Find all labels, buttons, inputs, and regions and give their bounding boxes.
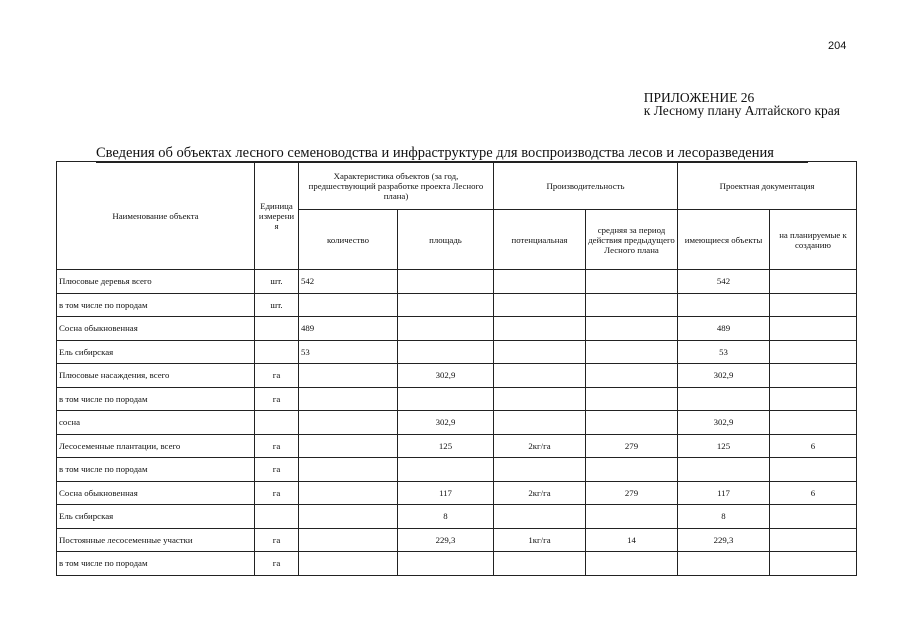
header-existing: имеющиеся объекты bbox=[678, 210, 770, 270]
cell-planned bbox=[770, 270, 857, 294]
header-characteristics: Характеристика объектов (за год, предшествующий разработке проекта Лесного плана) bbox=[299, 162, 494, 210]
cell-potential bbox=[494, 340, 586, 364]
cell-planned bbox=[770, 364, 857, 388]
cell-existing bbox=[678, 552, 770, 576]
cell-name: Лесосеменные плантации, всего bbox=[57, 434, 255, 458]
cell-average bbox=[586, 505, 678, 529]
cell-existing: 302,9 bbox=[678, 364, 770, 388]
cell-planned bbox=[770, 552, 857, 576]
cell-existing: 489 bbox=[678, 317, 770, 341]
cell-average: 14 bbox=[586, 528, 678, 552]
cell-planned bbox=[770, 293, 857, 317]
table-row bbox=[57, 364, 857, 388]
header-unit: Единица измерени я bbox=[255, 162, 299, 270]
cell-count bbox=[299, 364, 398, 388]
table-row bbox=[57, 411, 857, 435]
cell-count: 489 bbox=[299, 317, 398, 341]
cell-average bbox=[586, 293, 678, 317]
cell-potential bbox=[494, 458, 586, 482]
appendix-line-1: ПРИЛОЖЕНИЕ 26 bbox=[643, 90, 755, 105]
cell-existing: 117 bbox=[678, 481, 770, 505]
cell-existing bbox=[678, 387, 770, 411]
cell-average bbox=[586, 317, 678, 341]
appendix-heading bbox=[644, 91, 840, 117]
table-row bbox=[57, 434, 857, 458]
header-name: Наименование объекта bbox=[57, 162, 255, 270]
cell-area: 302,9 bbox=[398, 364, 494, 388]
cell-name: в том числе по породам bbox=[57, 552, 255, 576]
cell-name: Плюсовые насаждения, всего bbox=[57, 364, 255, 388]
cell-count bbox=[299, 411, 398, 435]
cell-name: в том числе по породам bbox=[57, 458, 255, 482]
cell-name: сосна bbox=[57, 411, 255, 435]
cell-unit bbox=[255, 317, 299, 341]
cell-name: в том числе по породам bbox=[57, 387, 255, 411]
cell-area bbox=[398, 293, 494, 317]
cell-average bbox=[586, 552, 678, 576]
cell-unit: шт. bbox=[255, 270, 299, 294]
cell-count bbox=[299, 293, 398, 317]
page-number: 204 bbox=[828, 40, 847, 52]
cell-area: 117 bbox=[398, 481, 494, 505]
cell-name: Сосна обыкновенная bbox=[57, 317, 255, 341]
seed-objects-table bbox=[56, 161, 857, 576]
cell-potential bbox=[494, 552, 586, 576]
header-potential: потенциальная bbox=[494, 210, 586, 270]
cell-existing: 542 bbox=[678, 270, 770, 294]
cell-unit: га bbox=[255, 434, 299, 458]
cell-existing bbox=[678, 458, 770, 482]
cell-name: Плюсовые деревья всего bbox=[57, 270, 255, 294]
cell-area bbox=[398, 387, 494, 411]
cell-potential bbox=[494, 505, 586, 529]
cell-unit: га bbox=[255, 364, 299, 388]
table-row bbox=[57, 552, 857, 576]
cell-unit: га bbox=[255, 552, 299, 576]
cell-count bbox=[299, 434, 398, 458]
cell-count bbox=[299, 387, 398, 411]
table-row bbox=[57, 340, 857, 364]
cell-planned: 6 bbox=[770, 434, 857, 458]
cell-potential bbox=[494, 364, 586, 388]
cell-potential: 2кг/га bbox=[494, 434, 586, 458]
table-row bbox=[57, 270, 857, 294]
cell-average bbox=[586, 270, 678, 294]
header-average: средняя за период действия предыдущего Лесного плана bbox=[586, 210, 678, 270]
table-row bbox=[57, 458, 857, 482]
cell-average bbox=[586, 411, 678, 435]
cell-unit: га bbox=[255, 528, 299, 552]
cell-name: в том числе по породам bbox=[57, 293, 255, 317]
header-planned: на планируемые к созданию bbox=[770, 210, 857, 270]
cell-existing: 125 bbox=[678, 434, 770, 458]
table-row bbox=[57, 505, 857, 529]
cell-area: 8 bbox=[398, 505, 494, 529]
cell-area: 125 bbox=[398, 434, 494, 458]
cell-area bbox=[398, 317, 494, 341]
cell-unit: га bbox=[255, 481, 299, 505]
cell-area bbox=[398, 340, 494, 364]
cell-average bbox=[586, 387, 678, 411]
table-row bbox=[57, 528, 857, 552]
cell-existing: 8 bbox=[678, 505, 770, 529]
cell-planned bbox=[770, 505, 857, 529]
cell-planned bbox=[770, 387, 857, 411]
cell-name: Постоянные лесосеменные участки bbox=[57, 528, 255, 552]
cell-average bbox=[586, 364, 678, 388]
cell-count bbox=[299, 552, 398, 576]
cell-area: 229,3 bbox=[398, 528, 494, 552]
cell-unit: га bbox=[255, 458, 299, 482]
document-title: Сведения об объектах лесного семеноводства и инфраструктуре для воспроизводства лесов и лесоразведения bbox=[96, 145, 808, 163]
cell-average bbox=[586, 340, 678, 364]
header-area: площадь bbox=[398, 210, 494, 270]
cell-existing: 229,3 bbox=[678, 528, 770, 552]
cell-average bbox=[586, 458, 678, 482]
cell-average: 279 bbox=[586, 481, 678, 505]
cell-count bbox=[299, 458, 398, 482]
cell-name: Ель сибирская bbox=[57, 340, 255, 364]
cell-name: Ель сибирская bbox=[57, 505, 255, 529]
cell-existing: 302,9 bbox=[678, 411, 770, 435]
cell-planned bbox=[770, 411, 857, 435]
header-design-docs: Проектная документация bbox=[678, 162, 857, 210]
cell-unit bbox=[255, 505, 299, 529]
header-count: количество bbox=[299, 210, 398, 270]
table-row bbox=[57, 387, 857, 411]
table-row bbox=[57, 293, 857, 317]
cell-unit: га bbox=[255, 387, 299, 411]
table-row bbox=[57, 317, 857, 341]
cell-planned bbox=[770, 340, 857, 364]
cell-planned bbox=[770, 317, 857, 341]
header-productivity: Производительность bbox=[494, 162, 678, 210]
cell-count: 53 bbox=[299, 340, 398, 364]
cell-name: Сосна обыкновенная bbox=[57, 481, 255, 505]
cell-existing: 53 bbox=[678, 340, 770, 364]
cell-potential bbox=[494, 270, 586, 294]
cell-unit bbox=[255, 411, 299, 435]
cell-potential: 2кг/га bbox=[494, 481, 586, 505]
cell-area: 302,9 bbox=[398, 411, 494, 435]
cell-count: 542 bbox=[299, 270, 398, 294]
cell-area bbox=[398, 270, 494, 294]
cell-average: 279 bbox=[586, 434, 678, 458]
cell-unit: шт. bbox=[255, 293, 299, 317]
cell-potential: 1кг/га bbox=[494, 528, 586, 552]
cell-existing bbox=[678, 293, 770, 317]
cell-unit bbox=[255, 340, 299, 364]
cell-area bbox=[398, 552, 494, 576]
table-row bbox=[57, 481, 857, 505]
cell-potential bbox=[494, 317, 586, 341]
table-body bbox=[57, 270, 857, 576]
cell-potential bbox=[494, 293, 586, 317]
cell-potential bbox=[494, 411, 586, 435]
cell-planned bbox=[770, 458, 857, 482]
cell-count bbox=[299, 528, 398, 552]
cell-planned: 6 bbox=[770, 481, 857, 505]
cell-count bbox=[299, 481, 398, 505]
appendix-line-2: к Лесному плану Алтайского края bbox=[643, 103, 840, 118]
cell-count bbox=[299, 505, 398, 529]
cell-area bbox=[398, 458, 494, 482]
cell-potential bbox=[494, 387, 586, 411]
cell-planned bbox=[770, 528, 857, 552]
